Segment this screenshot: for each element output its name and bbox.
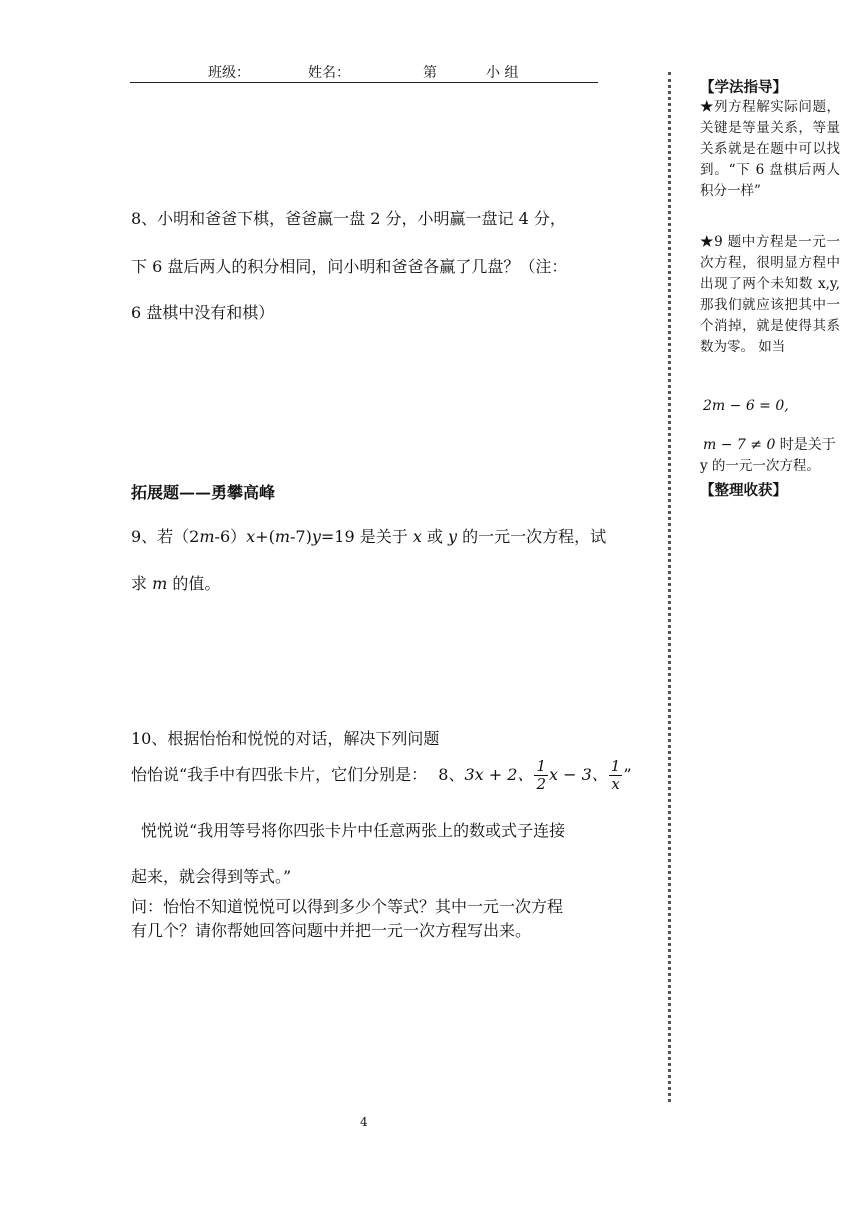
group-label: 小 组 — [486, 65, 519, 81]
q9-line1 — [131, 524, 606, 547]
study-guide-title: 【学法指导】 — [700, 79, 787, 96]
equation-2 — [703, 434, 836, 454]
q9-var-x: x — [412, 527, 422, 546]
q9-text: 或 — [421, 527, 449, 546]
summary-title: 【整理收获】 — [700, 482, 787, 499]
q9-var-x: x — [246, 527, 256, 546]
q10-text: ” — [623, 765, 632, 784]
card-2: 3x + 2、 — [464, 765, 534, 784]
q9-var-m: m — [274, 527, 290, 546]
q9-text: +( — [255, 527, 275, 546]
card-3-fraction — [534, 758, 548, 793]
name-label: 姓名： — [308, 65, 350, 81]
fraction-denominator: x — [611, 775, 620, 793]
group-di-label: 第 — [423, 65, 437, 81]
equation-2-expr: m − 7 ≠ 0 — [703, 437, 776, 453]
q9-text: 求 — [131, 574, 153, 593]
section-title: 拓展题——勇攀高峰 — [131, 483, 276, 502]
q9-line2 — [131, 571, 220, 594]
class-label: 班级： — [208, 65, 250, 81]
card-1: 8、 — [438, 765, 465, 784]
q9-text: =19 是关于 — [320, 527, 413, 546]
q9-text: -7) — [290, 527, 312, 546]
q10-line6: 有几个？请你帮她回答问题中并把一元一次方程写出来。 — [131, 921, 532, 940]
q9-text: 9、若（2 — [131, 527, 200, 546]
card-4-fraction — [609, 758, 623, 793]
q10-line3: 悦悦说“我用等号将你四张卡片中任意两张上的数或式子连接 — [141, 821, 566, 840]
q8-line2: 下 6 盘后两人的积分相同，问小明和爸爸各赢了几盘？（注： — [131, 257, 568, 276]
q9-var-y: y — [311, 527, 321, 546]
q9-text: -6） — [214, 527, 247, 546]
q9-var-m: m — [152, 574, 168, 593]
q9-text: 的值。 — [167, 574, 221, 593]
q10-text: 怡怡说“我手中有四张卡片，它们分别是： — [131, 765, 428, 784]
header — [130, 62, 598, 82]
q8-line1: 8、小明和爸爸下棋，爸爸赢一盘 2 分，小明赢一盘记 4 分， — [131, 209, 566, 228]
q8-line3: 6 盘棋中没有和棋） — [131, 303, 275, 322]
fraction-denominator: 2 — [536, 775, 546, 793]
study-tip-1: ★列方程解实际问题，关键是等量关系，等量关系就是在题中可以找到。“下 6 盘棋后两人积分一样” — [700, 99, 840, 199]
q10-line2 — [131, 757, 632, 793]
q10-line4: 起来，就会得到等式。” — [131, 867, 292, 886]
fraction-numerator: 1 — [610, 757, 621, 775]
q9-text: 的一元一次方程，试 — [457, 527, 607, 546]
study-tip-2-end: y 的一元一次方程。 — [700, 458, 820, 474]
q9-var-m: m — [199, 527, 215, 546]
study-tip-2: ★9 题中方程是一元一次方程，很明显方程中出现了两个未知数 x,y,那我们就应该把其中一个消掉，就是使得其系数为零。 如当 — [700, 234, 840, 355]
header-rule — [130, 82, 598, 83]
fraction-numerator: 1 — [536, 757, 546, 775]
column-divider — [668, 72, 671, 1102]
page-number: 4 — [360, 1115, 368, 1129]
q9-var-y: y — [448, 527, 458, 546]
equation-2-tail: 时是关于 — [775, 437, 836, 453]
card-3: x − 3、 — [548, 765, 608, 784]
q10-line1: 10、根据怡怡和悦悦的对话，解决下列问题 — [131, 729, 440, 748]
equation-1: 2m − 6 = 0, — [703, 398, 789, 414]
q10-line5: 问：怡怡不知道悦悦可以得到多少个等式？其中一元一次方程 — [131, 897, 564, 916]
